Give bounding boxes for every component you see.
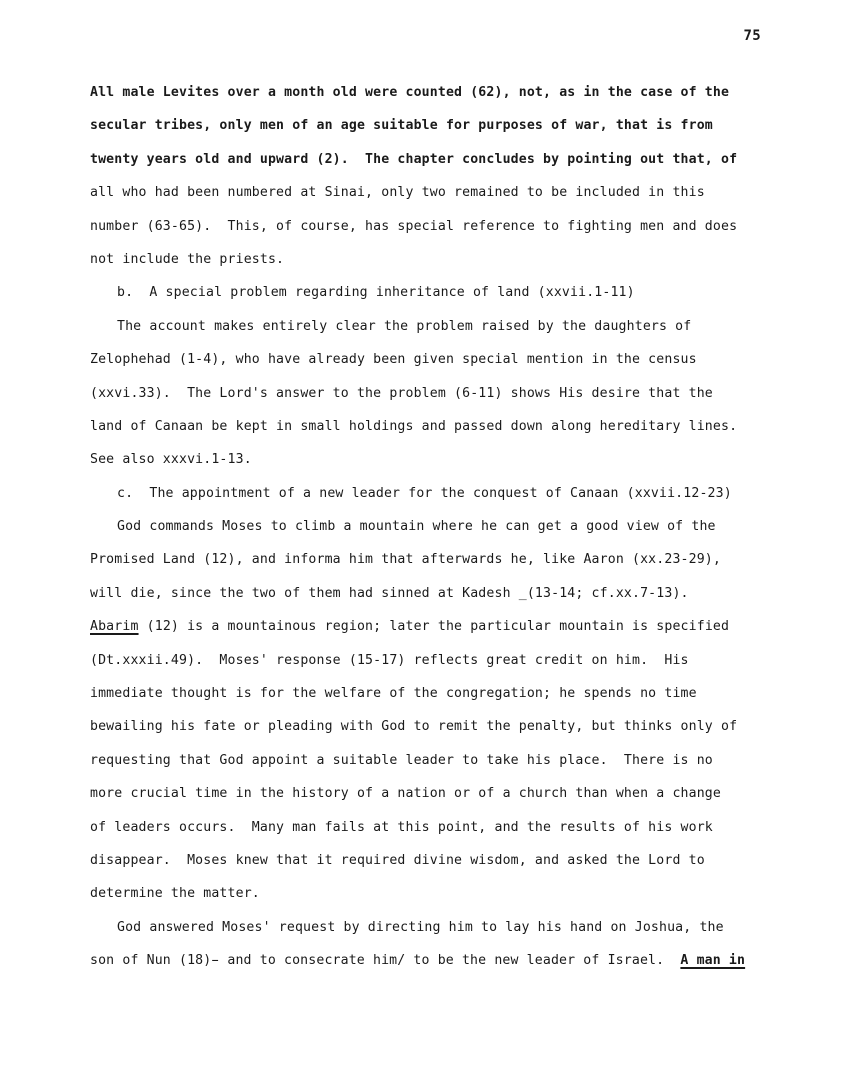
text-line: See also xxxvi.1-13.: [90, 452, 252, 468]
page-number: 75: [743, 28, 761, 44]
text-line: not include the priests.: [90, 251, 285, 267]
body-text: [90, 76, 780, 978]
text-line: requesting that God appoint a suitable leader to take his place. There is no: [90, 752, 713, 768]
text-line: determine the matter.: [90, 886, 260, 902]
text-line: bewailing his fate or pleading with God to remit the penalty, but thinks only of: [90, 719, 738, 735]
text-line: immediate thought is for the welfare of the congregation; he spends no time: [90, 686, 697, 702]
text-line: all who had been numbered at Sinai, only two remained to be included in this: [90, 185, 705, 201]
text-line: land of Canaan be kept in small holdings and passed down along hereditary lines.: [90, 418, 738, 434]
text-line: The account makes entirely clear the problem raised by the daughters of: [117, 318, 692, 334]
text-line-remainder: (12) is a mountainous region; later the particular mountain is specified: [146, 619, 730, 635]
text-line: God answered Moses' request by directing him to lay his hand on Joshua, the: [117, 919, 724, 935]
text-line-start: son of Nun (18)̵ and to consecrate him/ to be the new leader of Israel.: [90, 953, 681, 969]
text-line: God commands Moses to climb a mountain where he can get a good view of the: [117, 519, 716, 535]
text-line: Promised Land (12), and informa him that afterwards he, like Aaron (xx.23-29),: [90, 552, 721, 568]
text-line: will die, since the two of them had sinned at Kadesh _(13-14; cf.xx.7-13).: [90, 585, 689, 601]
section-heading-b: b. A special problem regarding inheritance of land (xxvii.1-11): [117, 285, 635, 301]
text-line: All male Levites over a month old were counted (62), not, as in the case of the: [90, 85, 730, 100]
text-line: (Dt.xxxii.49). Moses' response (15-17) reflects great credit on him. His: [90, 652, 689, 668]
underlined-term-abarim: Abarim: [90, 619, 139, 635]
text-line: twenty years old and upward (2). The chapter concludes by pointing out that, of: [90, 151, 738, 167]
text-line: number (63-65). This, of course, has special reference to fighting men and does: [90, 218, 738, 234]
text-line: of leaders occurs. Many man fails at this point, and the results of his work: [90, 819, 713, 835]
underlined-phrase: A man in: [680, 953, 746, 969]
text-line: more crucial time in the history of a nation or of a church than when a change: [90, 786, 721, 802]
section-heading-c: c. The appointment of a new leader for the conquest of Canaan (xxvii.12-23): [117, 485, 732, 501]
text-line: secular tribes, only men of an age suitable for purposes of war, that is from: [90, 118, 713, 134]
text-line: [90, 944, 780, 977]
text-line: (xxvi.33). The Lord's answer to the problem (6-11) shows His desire that the: [90, 385, 713, 401]
text-line: Zelophehad (1-4), who have already been given special mention in the census: [90, 352, 697, 368]
text-line: disappear. Moses knew that it required divine wisdom, and asked the Lord to: [90, 852, 705, 868]
text-line: [90, 610, 780, 643]
